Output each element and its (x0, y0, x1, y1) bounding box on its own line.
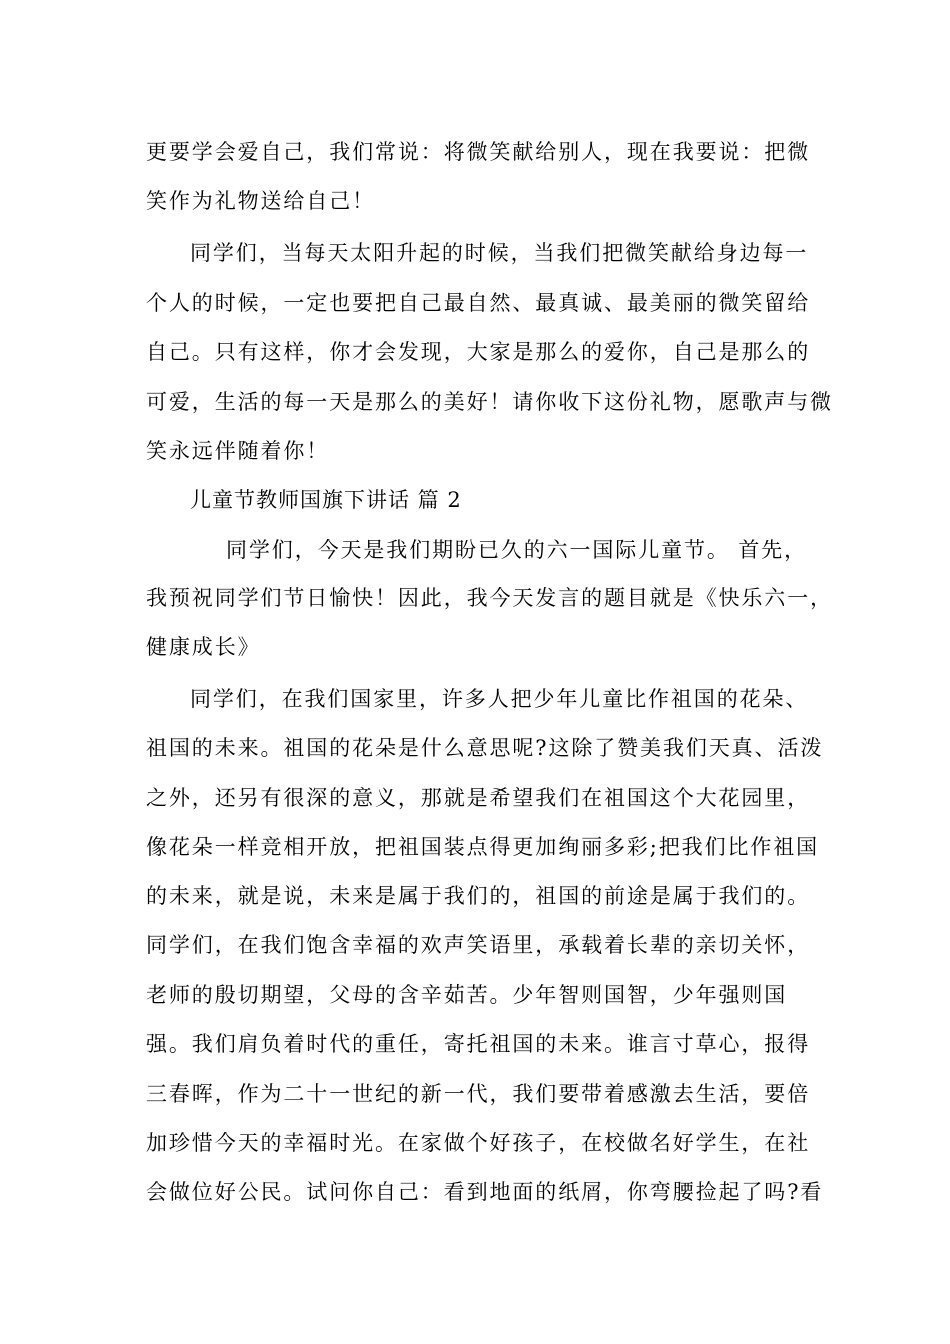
text-line: 加珍惜今天的幸福时光。在家做个好孩子，在校做名好学生，在社 (146, 1131, 811, 1155)
text-line: 老师的殷切期望，父母的含辛茹苦。少年智则国智，少年强则国 (146, 983, 788, 1007)
text-line: 笑永远伴随着你！ (146, 439, 330, 463)
text-line: 自己。只有这样，你才会发现，大家是那么的爱你，自己是那么的 (146, 340, 811, 364)
text-line: 的未来，就是说，未来是属于我们的，祖国的前途是属于我们的。 (146, 884, 811, 908)
text-line: 笑作为礼物送给自己！ (146, 189, 375, 213)
text-line: 我预祝同学们节日愉快！因此，我今天发言的题目就是《快乐六一， (146, 586, 833, 610)
text-line: 同学们，今天是我们期盼已久的六一国际儿童节。 首先， (226, 538, 808, 562)
text-line: 同学们，在我们国家里，许多人把少年儿童比作祖国的花朵、 (190, 687, 809, 711)
section-heading: 儿童节教师国旗下讲话 篇 2 (190, 488, 462, 512)
text-line: 会做位好公民。试问你自己：看到地面的纸屑，你弯腰捡起了吗?看 (146, 1180, 824, 1204)
text-line: 健康成长》 (146, 635, 261, 659)
text-line: 更要学会爱自己，我们常说：将微笑献给别人，现在我要说：把微 (146, 140, 811, 164)
text-line: 像花朵一样竞相开放，把祖国装点得更加绚丽多彩;把我们比作祖国 (146, 835, 820, 859)
text-line: 同学们，在我们饱含幸福的欢声笑语里，承载着长辈的亲切关怀， (146, 933, 811, 957)
text-line: 个人的时候，一定也要把自己最自然、最真诚、最美丽的微笑留给 (146, 291, 811, 315)
text-line: 之外，还另有很深的意义，那就是希望我们在祖国这个大花园里， (146, 786, 811, 810)
text-line: 祖国的未来。祖国的花朵是什么意思呢?这除了赞美我们天真、活泼 (146, 736, 824, 760)
text-line: 同学们，当每天太阳升起的时候，当我们把微笑献给身边每一 (190, 241, 809, 265)
text-line: 三春晖，作为二十一世纪的新一代，我们要带着感激去生活，要倍 (146, 1082, 811, 1106)
text-line: 强。我们肩负着时代的重任，寄托祖国的未来。谁言寸草心，报得 (146, 1032, 811, 1056)
text-line: 可爱，生活的每一天是那么的美好！请你收下这份礼物，愿歌声与微 (146, 390, 833, 414)
